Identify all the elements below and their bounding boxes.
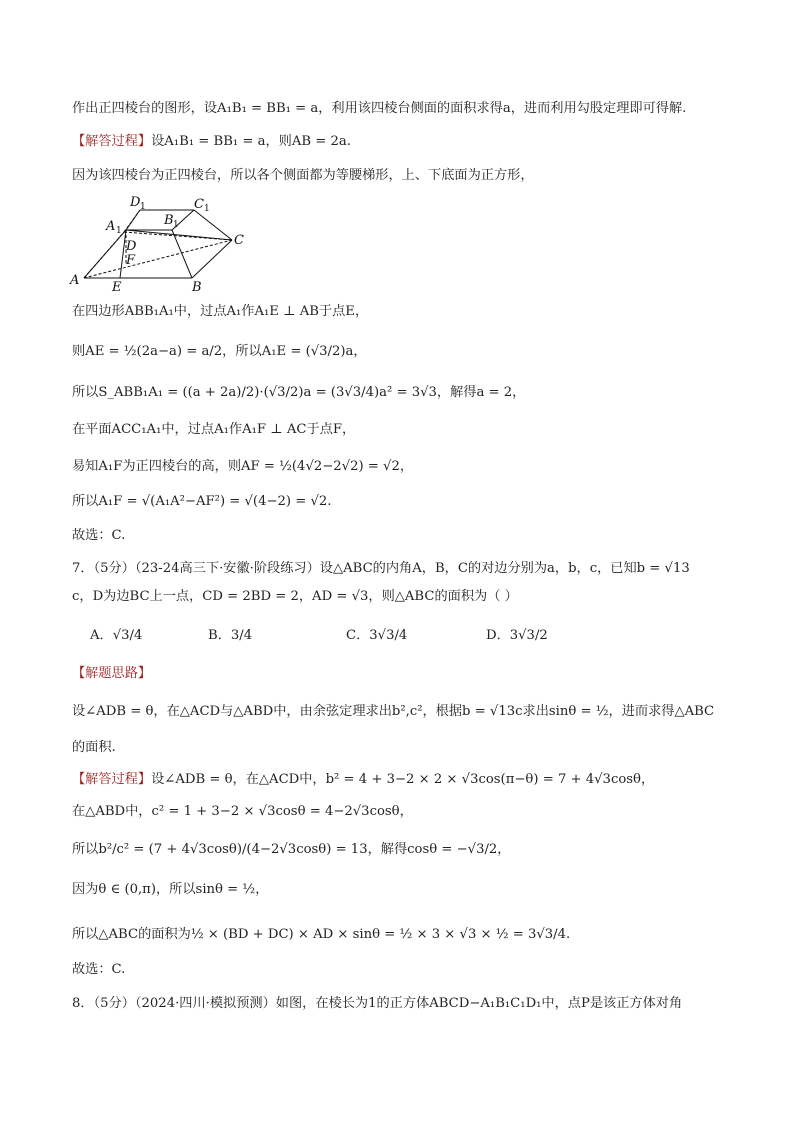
text-line-1 xyxy=(72,99,686,119)
options-row xyxy=(90,626,690,648)
analysis-text: 作出正四棱台的图形，设A₁B₁ = BB₁ = a，利用该四棱台侧面的面积求得a，进而利用勾股定理即可得解. xyxy=(72,101,687,116)
option-A[interactable]: A．√3/4 xyxy=(90,628,143,643)
text-line-6 xyxy=(72,383,525,403)
label-B: B xyxy=(192,280,202,292)
answer-choice: 故选：C. xyxy=(72,528,126,543)
process-text: 在△ABD中，c² = 1 + 3−2 × √3cosθ = 4−2√3cosθ， xyxy=(72,804,413,819)
edge-CC1 xyxy=(194,210,232,240)
edge-BC xyxy=(192,240,232,278)
process-line-2 xyxy=(72,802,413,822)
solution-step: 则AE = ½(2a−a) = a/2，所以A₁E = (√3/2)a， xyxy=(72,344,367,359)
solution-step: 所以S_ABB₁A₁ = ((a + 2a)/2)·(√3/2)a = (3√3/4)a² = 3√3，解得a = 2， xyxy=(72,385,526,400)
idea-text: 设∠ADB = θ，在△ACD与△ABD中，由余弦定理求出b²,c²，根据b = √13c求出sinθ = ½，进而求得△ABC xyxy=(72,704,715,719)
text-line-3 xyxy=(72,166,534,186)
text-line-8 xyxy=(72,457,413,477)
process-text: 所以△ABC的面积为½ × (BD + DC) × AD × sinθ = ½ × 3 × √3 × ½ = 3√3/4. xyxy=(72,927,571,942)
question-7-line-2 xyxy=(72,587,518,607)
solution-process-tag: 【解答过程】 xyxy=(72,772,152,787)
solution-idea-line-1 xyxy=(72,702,714,722)
heading-text: 【解题思路】 xyxy=(72,666,152,681)
text-line-10 xyxy=(72,526,125,546)
answer-choice: 故选：C. xyxy=(72,962,126,977)
solution-text: 设A₁B₁ = BB₁ = a，则AB = 2a. xyxy=(151,134,351,149)
process-line-3 xyxy=(72,840,510,860)
label-C1-sub: 1 xyxy=(204,204,210,214)
process-line-1 xyxy=(72,770,654,790)
solution-process-tag: 【解答过程】 xyxy=(72,134,152,149)
solution-step: 在四边形ABB₁A₁中，过点A₁作A₁E ⊥ AB于点E， xyxy=(72,304,369,319)
solution-step: 所以A₁F = √(A₁A²−AF²) = √(4−2) = √2. xyxy=(72,494,332,509)
text-line-9 xyxy=(72,492,331,512)
label-A: A xyxy=(70,273,80,288)
solution-step: 在平面ACC₁A₁中，过点A₁作A₁F ⊥ AC于点F， xyxy=(72,422,356,437)
process-text: 设∠ADB = θ，在△ACD中，b² = 4 + 3−2 × 2 × √3cos(π−θ) = 7 + 4√3cosθ， xyxy=(151,772,655,787)
question-7-text: 7．（5分）（23-24高三下·安徽·阶段练习）设△ABC的内角A，B，C的对边分别为a，b，c，已知b = √13 xyxy=(72,561,690,576)
idea-text: 的面积. xyxy=(72,740,116,755)
text-line-7 xyxy=(72,420,355,440)
line-A1C xyxy=(126,230,232,240)
process-line-6 xyxy=(72,960,125,980)
diagonal-AC xyxy=(84,240,232,278)
text-line-2 xyxy=(72,132,351,152)
label-D1-sub: 1 xyxy=(140,202,146,212)
label-B1-sub: 1 xyxy=(173,220,179,230)
label-A1-sub: 1 xyxy=(116,226,122,236)
question-7-line-1 xyxy=(72,559,690,579)
label-D1: D xyxy=(130,195,141,210)
question-7-text: c，D为边BC上一点，CD = 2BD = 2，AD = √3，则△ABC的面积为（ ） xyxy=(72,589,518,604)
statement-text: 因为该四棱台为正四棱台，所以各个侧面都为等腰梯形，上、下底面为正方形， xyxy=(72,168,534,183)
option-D[interactable]: D．3√3/2 xyxy=(486,628,548,643)
edge-AA1 xyxy=(84,230,126,278)
option-C[interactable]: C．3√3/4 xyxy=(346,628,408,643)
option-B[interactable]: B．3/4 xyxy=(208,628,253,643)
solution-idea-heading xyxy=(72,664,151,684)
label-C: C xyxy=(234,233,244,248)
solution-idea-line-2 xyxy=(72,738,116,758)
text-line-4 xyxy=(72,302,368,322)
label-C1: C xyxy=(194,197,204,212)
process-line-5 xyxy=(72,925,570,945)
label-A1: A xyxy=(106,219,116,234)
frustum-figure xyxy=(68,192,258,292)
question-8-text: 8．（5分）（2024·四川·模拟预测）如图，在棱长为1的正方体ABCD−A₁B₁C₁D₁中，点P是该正方体对角 xyxy=(72,996,683,1011)
process-line-4 xyxy=(72,880,268,900)
question-8-line-1 xyxy=(72,994,682,1014)
process-text: 因为θ ∈ (0,π)，所以sinθ = ½， xyxy=(72,882,269,897)
solution-step: 易知A₁F为正四棱台的高，则AF = ½(4√2−2√2) = √2， xyxy=(72,459,414,474)
process-text: 所以b²/c² = (7 + 4√3cosθ)/(4−2√3cosθ) = 13，解得cosθ = −√3/2， xyxy=(72,842,511,857)
label-E: E xyxy=(112,280,122,292)
label-B1: B xyxy=(164,213,174,228)
label-F: F xyxy=(126,253,136,268)
text-line-5 xyxy=(72,342,367,362)
label-D: D xyxy=(126,239,137,254)
